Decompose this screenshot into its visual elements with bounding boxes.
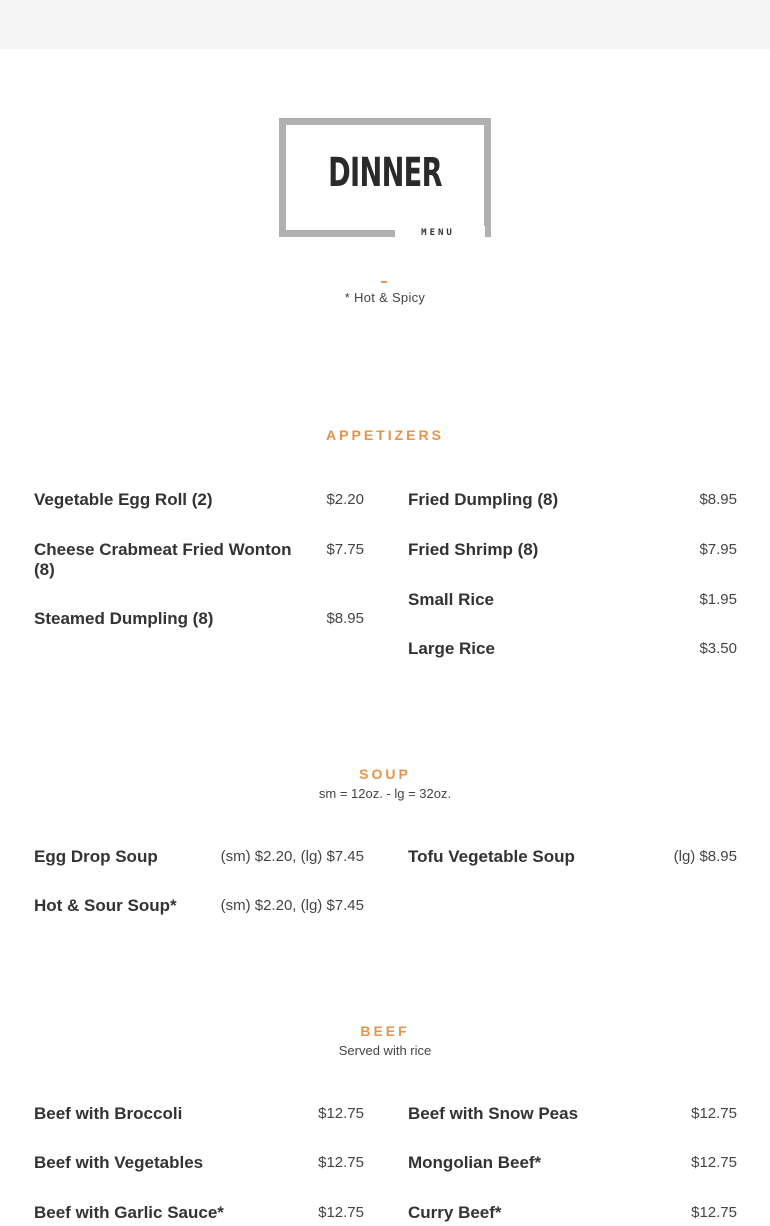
item-name: Beef with Vegetables [34,1153,204,1172]
item-price: $12.75 [318,1154,364,1171]
menu-item [408,490,737,510]
menu-item [408,1203,737,1223]
section-subtitle-soup: sm = 12oz. - lg = 32oz. [318,786,452,801]
menu-item [34,1153,364,1173]
section-title-beef: BEEF [360,1023,410,1039]
menu-item [408,847,737,867]
item-name: Fried Shrimp (8) [408,540,539,559]
menu-item [408,639,737,659]
logo-title: DINNER [328,150,442,196]
menu-item [34,609,364,629]
item-price: $2.20 [326,491,364,508]
item-price: $3.50 [699,640,737,657]
item-price: $12.75 [318,1105,364,1122]
menu-item [34,490,364,510]
item-price: $8.95 [699,491,737,508]
section-title-soup: SOUP [359,766,411,782]
menu-item [34,1203,364,1223]
item-name: Tofu Vegetable Soup [408,847,575,866]
dinner-menu-logo [279,118,491,237]
item-price: $8.95 [326,610,364,627]
menu-item [34,847,364,867]
item-name: Large Rice [408,639,495,658]
menu-item [34,1104,364,1124]
item-price: $12.75 [318,1204,364,1221]
item-name: Steamed Dumpling (8) [34,609,214,628]
menu-item [408,1104,737,1124]
item-name: Beef with Garlic Sauce* [34,1203,224,1222]
item-name: Small Rice [408,590,494,609]
section-subtitle-beef: Served with rice [338,1043,432,1058]
item-price: (sm) $2.20, (lg) $7.45 [220,848,364,865]
item-name: Fried Dumpling (8) [408,490,559,509]
top-bar [0,0,770,49]
menu-item [34,896,364,916]
spicy-legend: * Hot & Spicy [344,290,426,305]
item-name: Curry Beef* [408,1203,502,1222]
item-name: Egg Drop Soup [34,847,158,866]
menu-item [34,540,364,580]
item-name: Cheese Crabmeat Fried Wonton (8) [34,540,292,579]
item-name: Beef with Broccoli [34,1104,183,1123]
menu-item [408,1153,737,1173]
item-name: Mongolian Beef* [408,1153,542,1172]
section-title-appetizers: APPETIZERS [326,427,444,443]
item-price: $7.95 [699,541,737,558]
item-price: (sm) $2.20, (lg) $7.45 [220,897,364,914]
item-price: $12.75 [691,1105,737,1122]
menu-item [408,540,737,560]
item-price: (lg) $8.95 [673,848,737,865]
item-name: Beef with Snow Peas [408,1104,579,1123]
decorative-dash [381,281,387,283]
menu-item [408,590,737,610]
item-price: $7.75 [326,541,364,558]
item-name: Vegetable Egg Roll (2) [34,490,213,509]
item-name: Hot & Sour Soup* [34,896,177,915]
item-price: $12.75 [691,1204,737,1221]
logo-subtitle: MENU [421,228,455,238]
item-price: $12.75 [691,1154,737,1171]
item-price: $1.95 [699,591,737,608]
